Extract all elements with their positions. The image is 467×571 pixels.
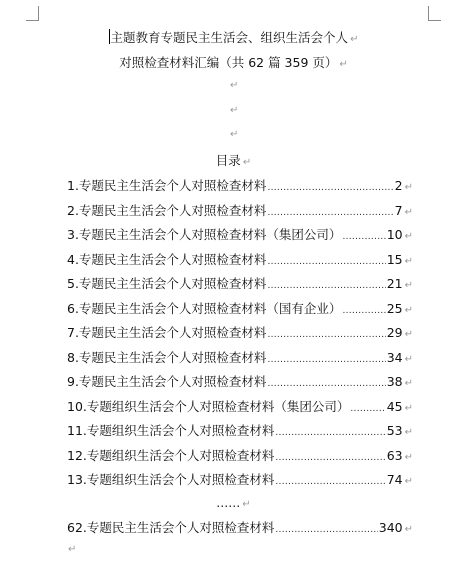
toc-heading[interactable]: [0, 151, 467, 169]
toc-entry-page: 7: [394, 202, 403, 218]
title-line-2-text: 对照检查材料汇编（共 62 篇 359 页）: [119, 55, 338, 70]
toc-entry-page: 15: [386, 251, 403, 267]
toc-dot-leader: [267, 355, 385, 365]
toc-entry-page: 340: [378, 520, 403, 535]
toc-dot-leader: [267, 330, 385, 340]
toc-entry-title: 1.专题民主生活会个人对照检查材料: [67, 178, 267, 193]
toc-entry-page: 25: [386, 300, 403, 316]
toc-entry[interactable]: [67, 421, 413, 446]
toc-dot-leader: [267, 257, 385, 267]
paragraph-mark-icon: ↵: [404, 427, 413, 438]
final-paragraph-mark-icon: ↵: [68, 544, 77, 555]
toc-entry-title: 3.专题民主生活会个人对照检查材料（集团公司）: [67, 227, 342, 242]
toc-entry-title: 62.专题民主生活会个人对照检查材料: [67, 520, 275, 535]
toc-entry-title: 7.专题民主生活会个人对照检查材料: [67, 325, 267, 340]
toc-dot-leader: [275, 525, 377, 535]
toc-entry[interactable]: [67, 348, 413, 373]
ellipsis-text: ……: [216, 496, 241, 510]
toc-entry-title: 9.专题民主生活会个人对照检查材料: [67, 374, 267, 389]
document-title-line-1[interactable]: [0, 28, 467, 46]
toc-dot-leader: [342, 306, 385, 316]
paragraph-mark-icon: ↵: [404, 353, 413, 365]
toc-entry-page: 29: [386, 325, 403, 340]
toc-dot-leader: [267, 379, 385, 389]
toc-entry[interactable]: [67, 299, 413, 324]
toc-dot-leader: [275, 477, 385, 487]
toc-entry-page: 45: [386, 398, 403, 414]
text-cursor: [109, 29, 110, 44]
paragraph-mark-icon: ↵: [404, 182, 413, 193]
toc-ellipsis: [0, 496, 467, 510]
toc-entry-title: 5.专题民主生活会个人对照检查材料: [67, 276, 267, 291]
toc-entry-page: 38: [386, 374, 403, 389]
empty-paragraph-mark-icon: ↵: [230, 105, 239, 116]
toc-entry-title: 12.专题组织生活会个人对照检查材料: [67, 447, 275, 463]
paragraph-mark-icon: ↵: [404, 280, 413, 291]
paragraph-mark-icon: ↵: [404, 524, 413, 535]
toc-entry-title: 10.专题组织生活会个人对照检查材料（集团公司）: [67, 398, 350, 414]
paragraph-mark-icon: ↵: [404, 402, 413, 414]
paragraph-mark-icon: ↵: [404, 304, 413, 316]
toc-entry-page: 10: [386, 227, 403, 242]
toc-entry[interactable]: [67, 323, 413, 348]
toc-entry[interactable]: [67, 397, 413, 422]
toc-entry[interactable]: [67, 274, 413, 299]
paragraph-mark-icon: ↵: [404, 451, 413, 463]
table-of-contents: [67, 176, 413, 495]
toc-entry-page: 74: [386, 472, 403, 487]
toc-dot-leader: [342, 232, 385, 242]
toc-dot-leader: [267, 281, 385, 291]
paragraph-mark-icon: ↵: [404, 329, 413, 340]
title-line-1-text: 主题教育专题民主生活会、组织生活会个人: [110, 30, 349, 45]
toc-entry-title: 6.专题民主生活会个人对照检查材料（国有企业）: [67, 300, 342, 316]
toc-entry-title: 11.专题组织生活会个人对照检查材料: [67, 423, 275, 438]
toc-dot-leader: [275, 453, 385, 463]
toc-entry[interactable]: [67, 250, 413, 275]
paragraph-mark-icon: ↵: [404, 206, 413, 218]
margin-crop-mark-top-left: [26, 6, 39, 21]
margin-crop-mark-top-right: [428, 6, 441, 21]
toc-entry[interactable]: [67, 518, 413, 543]
paragraph-mark-icon: ↵: [404, 378, 413, 389]
paragraph-mark-icon: ↵: [339, 59, 348, 70]
toc-entry-title: 8.专题民主生活会个人对照检查材料: [67, 349, 267, 365]
toc-dot-leader: [267, 208, 393, 218]
toc-heading-text: 目录: [215, 153, 241, 168]
toc-entry-page: 21: [386, 276, 403, 291]
toc-dot-leader: [275, 428, 385, 438]
paragraph-mark-icon: ↵: [404, 255, 413, 267]
toc-dot-leader: [267, 183, 393, 193]
toc-entry-title: 2.专题民主生活会个人对照检查材料: [67, 202, 267, 218]
paragraph-mark-icon: ↵: [350, 34, 359, 45]
paragraph-mark-icon: ↵: [242, 499, 251, 510]
toc-entry[interactable]: [67, 201, 413, 226]
toc-last-entry-container: [67, 518, 413, 543]
toc-dot-leader: [350, 404, 385, 414]
toc-entry[interactable]: [67, 470, 413, 495]
toc-entry-page: 53: [386, 423, 403, 438]
toc-entry-page: 63: [386, 447, 403, 463]
toc-entry-title: 13.专题组织生活会个人对照检查材料: [67, 472, 275, 487]
document-title-line-2[interactable]: [0, 53, 467, 71]
paragraph-mark-icon: ↵: [404, 231, 413, 242]
toc-entry-page: 34: [386, 349, 403, 365]
toc-entry[interactable]: [67, 372, 413, 397]
toc-entry[interactable]: [67, 446, 413, 471]
toc-entry-title: 4.专题民主生活会个人对照检查材料: [67, 251, 267, 267]
empty-paragraph-mark-icon: ↵: [230, 129, 239, 140]
toc-entry-page: 2: [394, 178, 403, 193]
toc-entry[interactable]: [67, 176, 413, 201]
paragraph-mark-icon: ↵: [404, 476, 413, 487]
paragraph-mark-icon: ↵: [242, 157, 252, 168]
toc-entry[interactable]: [67, 225, 413, 250]
empty-paragraph-mark-icon: ↵: [230, 80, 239, 91]
